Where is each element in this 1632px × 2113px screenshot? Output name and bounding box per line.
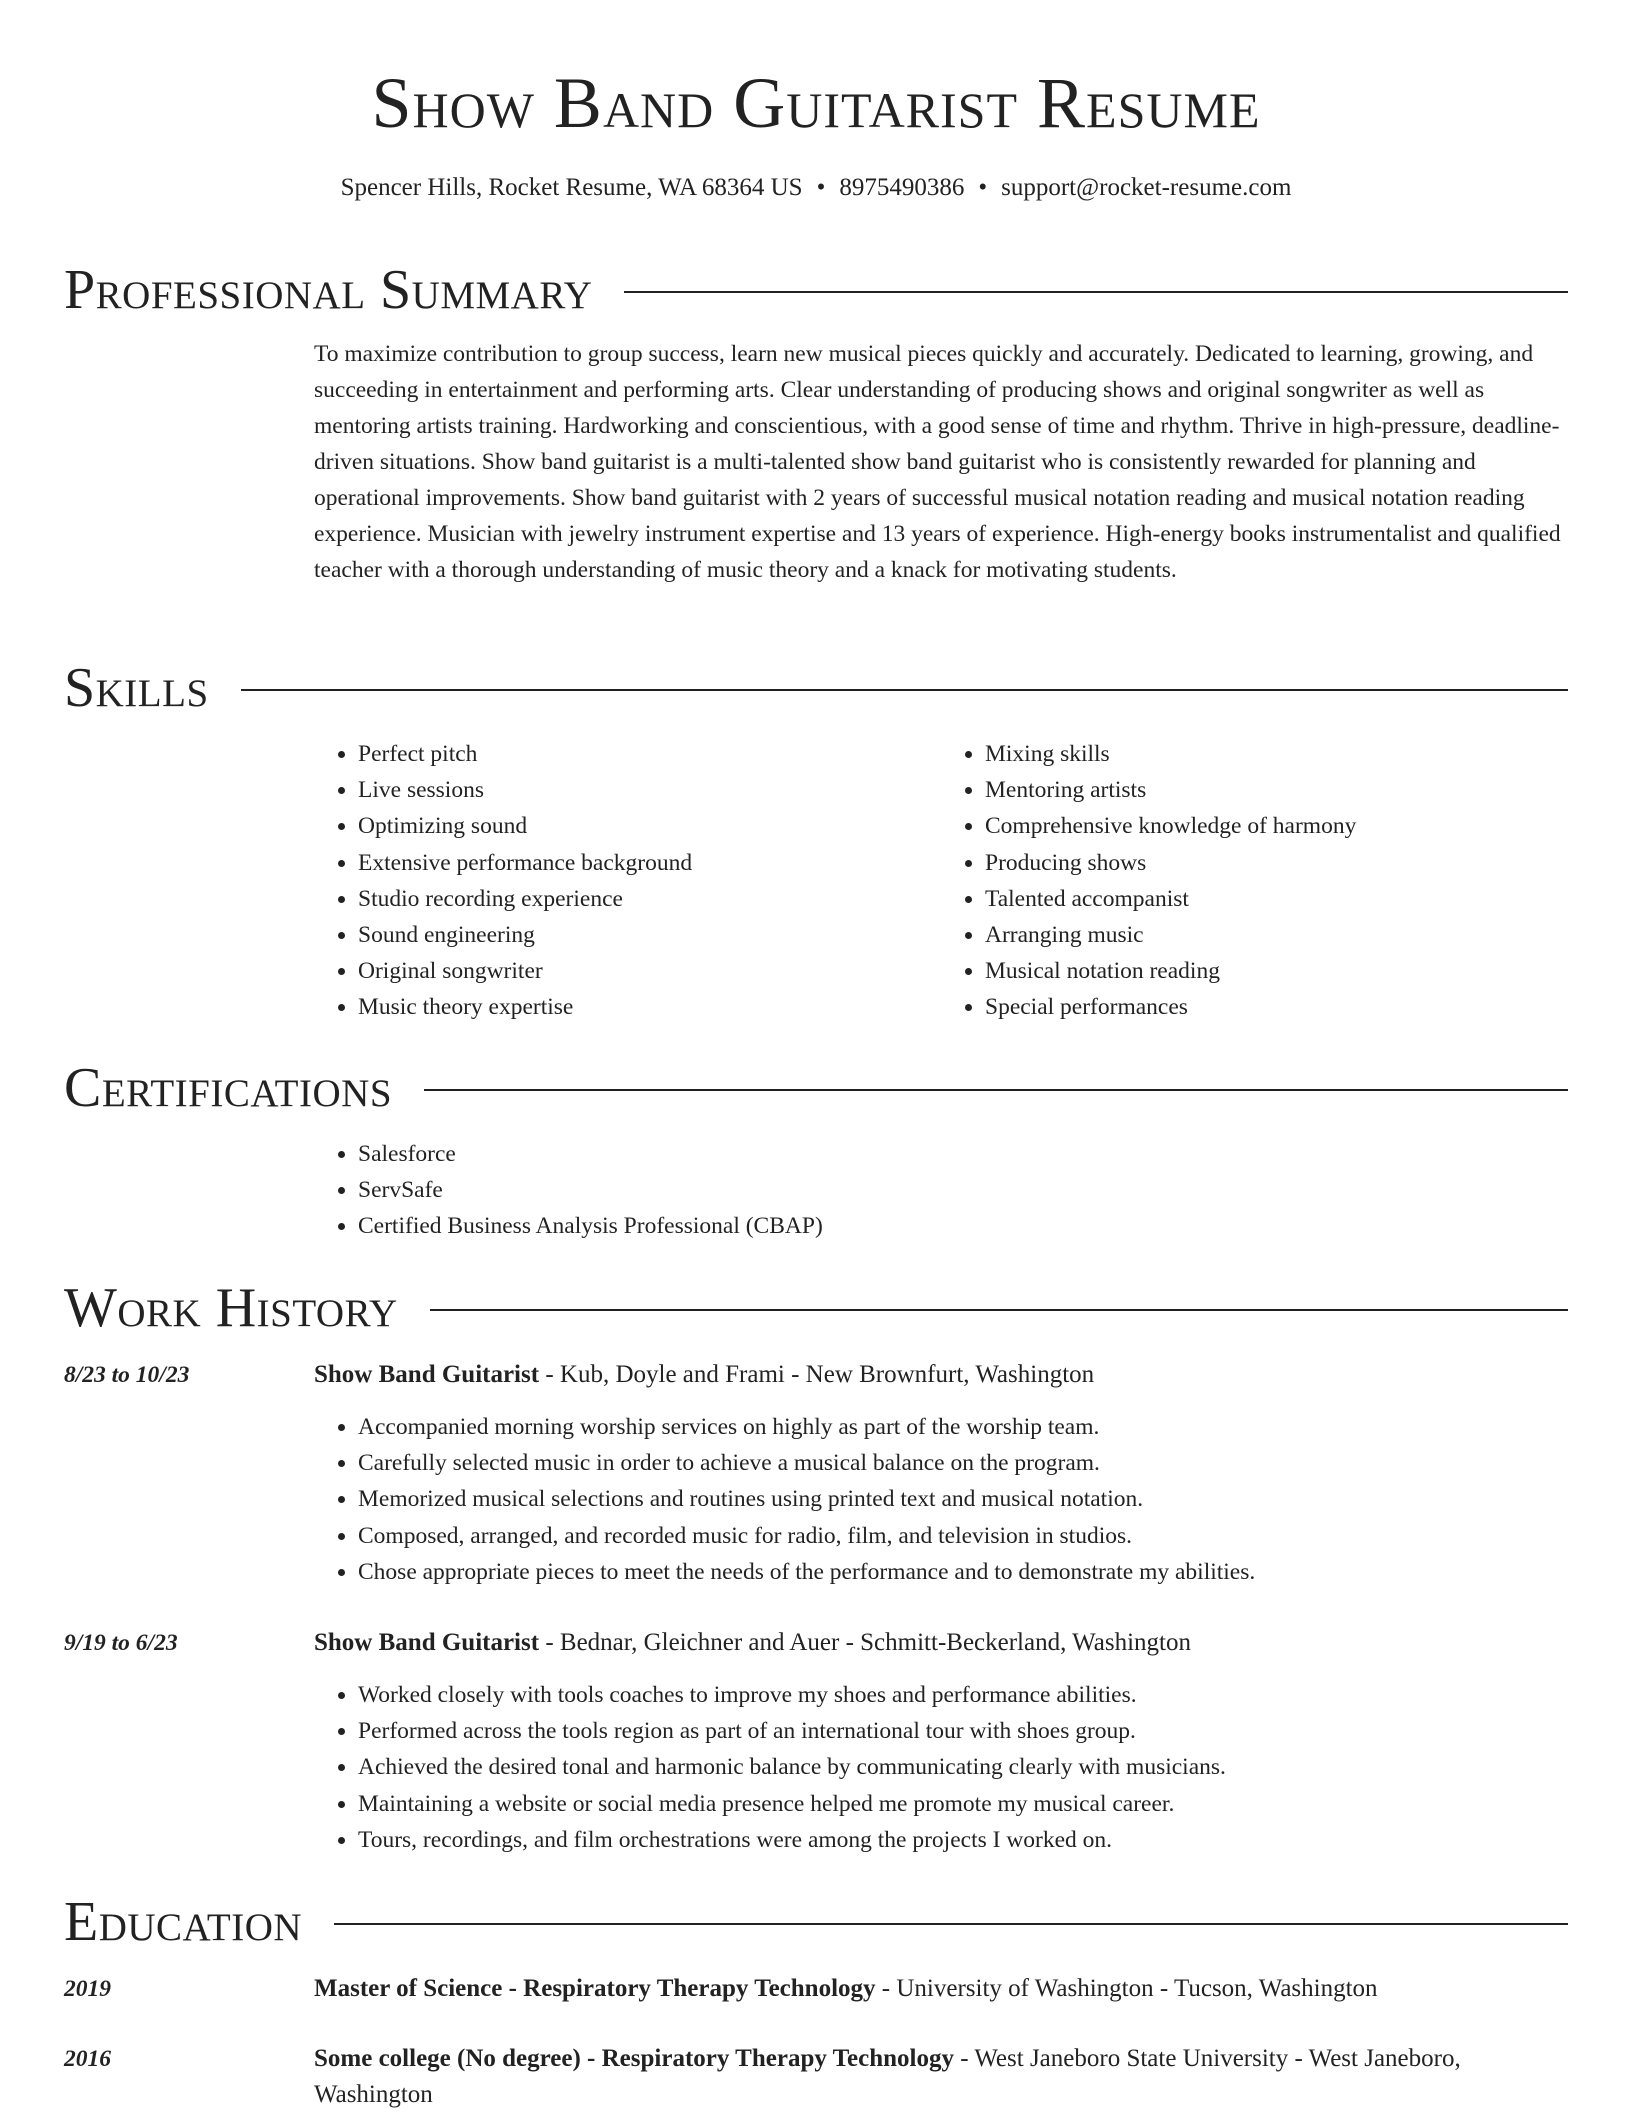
job-bullets [314, 1409, 1568, 1590]
degree: Master of Science - Respiratory Therapy Technology [314, 1975, 876, 2002]
list-item: • Live sessions [358, 772, 941, 808]
skills-section-header [64, 657, 1568, 719]
certifications-section-header [64, 1057, 1568, 1119]
list-item: • Studio recording experience [358, 881, 941, 917]
list-item: • Optimizing sound [358, 808, 941, 844]
resume-title: Show Band Guitarist Resume [371, 63, 1261, 143]
list-item: • Chose appropriate pieces to meet the needs of the performance and to demonstrate my abilities. [358, 1554, 1568, 1590]
section-heading: Work History [64, 1277, 398, 1339]
job-dates: 9/19 to 6/23 [64, 1630, 178, 1656]
section-rule [334, 1923, 1568, 1925]
section-rule [424, 1089, 1568, 1091]
institution: - West Janeboro State University - West Janeboro, Washington [314, 2045, 1461, 2108]
list-item: • Special performances [985, 989, 1568, 1025]
section-heading: Skills [64, 657, 209, 719]
skills-list-left [314, 736, 941, 1026]
list-item: • Certified Business Analysis Professional (CBAP) [358, 1208, 1568, 1244]
list-item: • Arranging music [985, 917, 1568, 953]
section-rule [241, 689, 1568, 691]
separator: • [816, 174, 826, 201]
list-item: • Tours, recordings, and film orchestrations were among the projects I worked on. [358, 1822, 1568, 1858]
section-heading: Certifications [64, 1057, 393, 1119]
list-item: • Comprehensive knowledge of harmony [985, 808, 1568, 844]
institution: - University of Washington - Tucson, Washington [875, 1975, 1378, 2002]
job-employer: - Bednar, Gleichner and Auer - Schmitt-Beckerland, Washington [539, 1629, 1191, 1656]
job-title-line [314, 1357, 1568, 1393]
phone: 8975490386 [839, 174, 965, 201]
address: Spencer Hills, Rocket Resume, WA 68364 US [340, 174, 803, 201]
list-item: • Music theory expertise [358, 989, 941, 1025]
job-dates: 8/23 to 10/23 [64, 1362, 190, 1388]
list-item: • Memorized musical selections and routines using printed text and musical notation. [358, 1481, 1568, 1517]
summary-section-header [64, 259, 1568, 321]
education-year: 2019 [64, 1976, 111, 2002]
education-entry [314, 1971, 1568, 2007]
degree: Some college (No degree) - Respiratory Therapy Technology [314, 2045, 954, 2072]
job-bullets [314, 1677, 1568, 1858]
skills-grid [314, 736, 1568, 1026]
list-item: • Musical notation reading [985, 953, 1568, 989]
contact-line [0, 172, 1632, 205]
job-title-line [314, 1625, 1568, 1661]
education-entry [314, 2041, 1568, 2113]
list-item: • Original songwriter [358, 953, 941, 989]
work-section-header [64, 1277, 1568, 1339]
list-item: • Composed, arranged, and recorded music for radio, film, and television in studios. [358, 1518, 1568, 1554]
section-heading: Professional Summary [64, 259, 593, 321]
job-employer: - Kub, Doyle and Frami - New Brownfurt, Washington [539, 1361, 1095, 1388]
list-item: • Maintaining a website or social media presence helped me promote my musical career. [358, 1786, 1568, 1822]
job-title: Show Band Guitarist [314, 1361, 540, 1388]
skills-list-right [941, 736, 1568, 1026]
education-section-header [64, 1891, 1568, 1953]
list-item: • Worked closely with tools coaches to improve my shoes and performance abilities. [358, 1677, 1568, 1713]
certifications-body [314, 1136, 1568, 1245]
list-item: • Talented accompanist [985, 881, 1568, 917]
list-item: • Sound engineering [358, 917, 941, 953]
separator: • [978, 174, 988, 201]
email-link[interactable]: support@rocket-resume.com [1001, 174, 1292, 201]
list-item: • Performed across the tools region as part of an international tour with shoes group. [358, 1713, 1568, 1749]
list-item: • Carefully selected music in order to achieve a musical balance on the program. [358, 1445, 1568, 1481]
list-item: • Salesforce [358, 1136, 1568, 1172]
list-item: • Mixing skills [985, 736, 1568, 772]
list-item: • Extensive performance background [358, 845, 941, 881]
list-item: • Producing shows [985, 845, 1568, 881]
list-item: • ServSafe [358, 1172, 1568, 1208]
section-rule [430, 1309, 1568, 1311]
summary-text: To maximize contribution to group success, learn new musical pieces quickly and accurately. Dedicated to learning, growing, and succeeding in entertainment and performing arts. Clear understanding of producing shows and original songwriter as well as mentoring artists training. Hardworking and conscientious, with a good sense of time and rhythm. Thrive in high-pressure, deadline-driven situations. Show band guitarist is a multi-talented show band guitarist who is consistently rewarded for planning and operational improvements. Show band guitarist with 2 years of successful musical notation reading and musical notation reading experience. Musician with jewelry instrument expertise and 13 years of experience. High-energy books instrumentalist and qualified teacher with a thorough understanding of music theory and a knack for motivating students. [314, 341, 1561, 583]
certifications-list [314, 1136, 1568, 1245]
list-item: • Achieved the desired tonal and harmonic balance by communicating clearly with musicians. [358, 1749, 1568, 1785]
list-item: • Mentoring artists [985, 772, 1568, 808]
section-heading: Education [64, 1891, 303, 1953]
section-rule [624, 291, 1568, 293]
job-duties [314, 1677, 1568, 1858]
education-year: 2016 [64, 2046, 111, 2072]
list-item: • Accompanied morning worship services on highly as part of the worship team. [358, 1409, 1568, 1445]
job-title: Show Band Guitarist [314, 1629, 540, 1656]
list-item: • Perfect pitch [358, 736, 941, 772]
job-duties [314, 1409, 1568, 1590]
